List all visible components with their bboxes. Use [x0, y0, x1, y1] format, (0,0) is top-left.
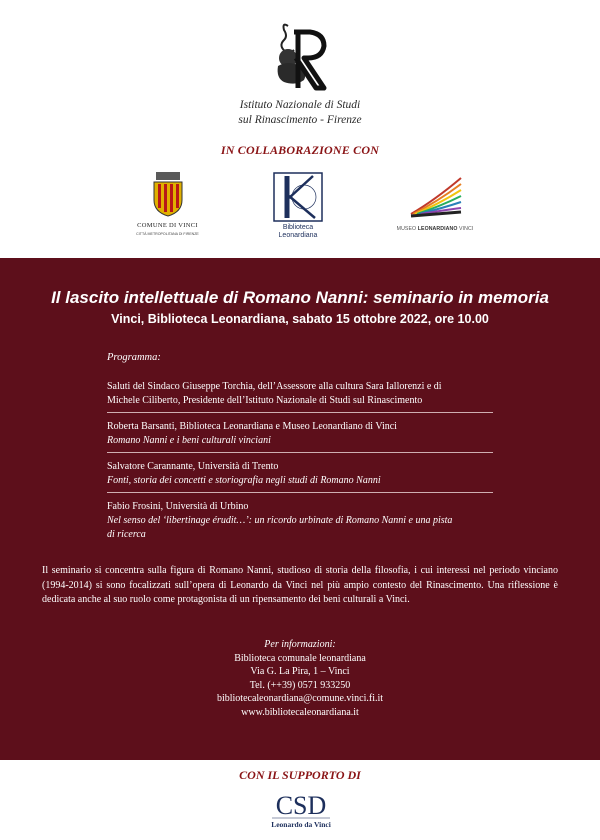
institute-logo [264, 18, 338, 92]
vinci-crest-icon [150, 172, 186, 218]
program-item-speaker: Salvatore Carannante, Università di Trento [107, 461, 279, 472]
abstract-paragraph: Il seminario si concentra sulla figura di Romano Nanni, studioso di storia della filosofia, i cui interessi nel periodo vinciano (1994-2014) si sono focalizzati sull’opera di Leonardo da Vinci nel più ampio contesto del Rinascimento. Una riflessione è dedicata anche al suo ruolo come protagonista di un ripensamento dei beni culturali a Vinci. [42, 565, 558, 605]
program-heading: Programma: [107, 352, 161, 363]
info-name: Biblioteca comunale leonardiana [234, 652, 366, 664]
info-phone: Tel. (++39) 0571 933250 [249, 679, 351, 691]
info-website[interactable]: www.bibliotecaleonardiana.it [241, 706, 359, 718]
csd-logo [268, 787, 334, 831]
program-item-line: Saluti del Sindaco Giuseppe Torchia, dell’Assessore alla cultura Sara Iallorenzi e di [107, 381, 442, 392]
biblioteca-name-line1: Biblioteca [282, 224, 314, 231]
info-heading: Per informazioni: [264, 639, 336, 650]
csd-name: Leonardo da Vinci [271, 820, 331, 829]
museo-name-part2: LEONARDIANO [417, 226, 458, 232]
museo-name [385, 226, 485, 232]
program-item [107, 420, 493, 448]
info-email[interactable]: bibliotecaleonardiana@comune.vinci.fi.it [216, 693, 384, 704]
biblioteca-name-line2: Leonardiana [278, 232, 318, 239]
csd-letters: CSD [275, 791, 327, 820]
support-heading: CON IL SUPPORTO DI [239, 768, 361, 782]
event-band [0, 258, 600, 760]
divider [107, 452, 493, 453]
program-item-speaker: Fabio Frosini, Università di Urbino [107, 501, 249, 512]
info-block [0, 638, 600, 719]
program-item-talk: Romano Nanni e i beni culturali vinciani [107, 435, 271, 446]
collaboration-heading: IN COLLABORAZIONE CON [220, 143, 380, 157]
divider [107, 492, 493, 493]
info-address: Via G. La Pira, 1 – Vinci [250, 666, 350, 677]
museo-logo [405, 170, 467, 222]
divider [107, 412, 493, 413]
biblioteca-logo [273, 172, 323, 222]
program-item-talk-cont: di ricerca [107, 529, 146, 540]
program-item-line: Michele Ciliberto, Presidente dell’Istituto Nazionale di Studi sul Rinascimento [107, 395, 423, 406]
program-item [107, 380, 493, 408]
institute-name-line2: sul Rinascimento - Firenze [238, 114, 362, 126]
event-subtitle: Vinci, Biblioteca Leonardiana, sabato 15 ottobre 2022, ore 10.00 [111, 312, 489, 326]
museo-name-part1: MUSEO [396, 226, 417, 232]
vinci-name: COMUNE DI VINCI [137, 222, 198, 229]
museo-name-part3: VINCI [459, 226, 474, 232]
institute-name-line1: Istituto Nazionale di Studi [239, 99, 361, 111]
program-item [107, 460, 493, 488]
event-title: Il lascito intellettuale di Romano Nanni: seminario in memoria [51, 288, 549, 307]
vinci-subtitle: CITTÀ METROPOLITANA DI FIRENZE [136, 232, 199, 236]
program-item-speaker: Roberta Barsanti, Biblioteca Leonardiana e Museo Leonardiano di Vinci [107, 421, 397, 432]
biblioteca-name [258, 224, 338, 240]
program-item-talk: Fonti, storia dei concetti e storiografia negli studi di Romano Nanni [107, 475, 381, 486]
program-item [107, 500, 493, 542]
program-item-talk: Nel senso del ‘libertinage érudit…’: un ricordo urbinate di Romano Nanni e una pista [107, 515, 453, 526]
header-area [0, 0, 600, 258]
